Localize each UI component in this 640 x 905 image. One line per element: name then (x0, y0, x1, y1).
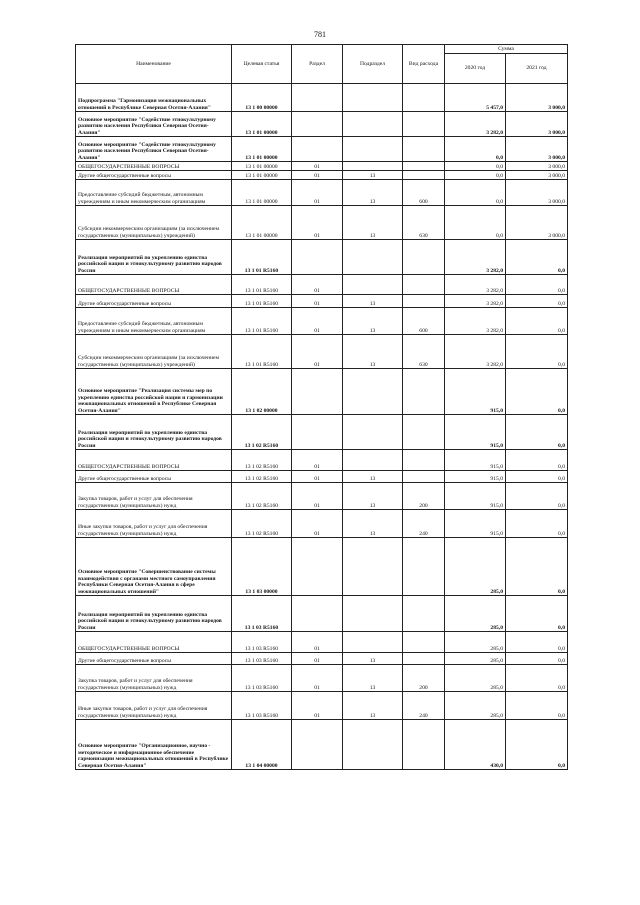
cell-sum-2021: 3 000,0 (506, 162, 568, 171)
cell-name: Другие общегосударственные вопросы (76, 471, 232, 483)
cell-subsection (343, 275, 403, 295)
cell-section (292, 84, 343, 112)
cell-target-code: 13 1 03 00000 (232, 538, 292, 596)
cell-target-code: 13 1 02 R5160 (232, 450, 292, 471)
cell-name: Предоставление субсидий бюджетным, автономным учреждениям и иным некоммерческим организациям (76, 308, 232, 335)
cell-section: 01 (292, 295, 343, 308)
cell-section: 01 (292, 275, 343, 295)
header-section: Раздел (292, 45, 343, 84)
cell-expense-type (403, 471, 445, 483)
cell-sum-2021: 0,0 (506, 415, 568, 450)
cell-subsection: 13 (343, 335, 403, 369)
cell-section: 01 (292, 510, 343, 538)
cell-sum-2020: 0,0 (445, 180, 506, 206)
cell-section: 01 (292, 171, 343, 180)
cell-sum-2020: 430,0 (445, 720, 506, 770)
cell-sum-2020: 3 282,0 (445, 295, 506, 308)
cell-name: Закупка товаров, работ и услуг для обеспечения государственных (муниципальных) нужд (76, 665, 232, 692)
cell-sum-2021: 0,0 (506, 596, 568, 632)
cell-sum-2021: 3 000,0 (506, 84, 568, 112)
cell-sum-2020: 915,0 (445, 369, 506, 415)
cell-name: Другие общегосударственные вопросы (76, 653, 232, 665)
cell-section: 01 (292, 483, 343, 510)
cell-section: 01 (292, 335, 343, 369)
cell-subsection (343, 720, 403, 770)
cell-expense-type (403, 240, 445, 275)
cell-section: 01 (292, 180, 343, 206)
cell-target-code: 13 1 01 R5160 (232, 308, 292, 335)
table-row (76, 471, 568, 483)
cell-name: Основное мероприятие "Совершенствование системы взаимодействия с органами местного самоуправления Республики Северная Осетия-Алания в сфере межнациональных отношений" (76, 538, 232, 596)
cell-sum-2021: 0,0 (506, 510, 568, 538)
cell-sum-2021: 3 000,0 (506, 112, 568, 137)
cell-expense-type (403, 162, 445, 171)
table-row (76, 275, 568, 295)
cell-name: Реализация мероприятий по укреплению единства российской нации и этнокультурному развитию народов России (76, 596, 232, 632)
cell-section: 01 (292, 471, 343, 483)
cell-name: Подпрограмма "Гармонизация межнациональных отношений в Республике Северная Осетия-Алания" (76, 84, 232, 112)
cell-target-code: 13 1 01 R5160 (232, 335, 292, 369)
cell-sum-2021: 0,0 (506, 369, 568, 415)
cell-name: ОБЩЕГОСУДАРСТВЕННЫЕ ВОПРОСЫ (76, 450, 232, 471)
table-row (76, 596, 568, 632)
cell-target-code: 13 1 01 00000 (232, 171, 292, 180)
cell-target-code: 13 1 01 00000 (232, 162, 292, 171)
cell-expense-type (403, 275, 445, 295)
cell-section (292, 596, 343, 632)
cell-sum-2021: 3 000,0 (506, 206, 568, 240)
cell-subsection (343, 162, 403, 171)
cell-name: Иные закупки товаров, работ и услуг для обеспечения государственных (муниципальных) нужд (76, 510, 232, 538)
budget-table (75, 44, 568, 770)
cell-name: Реализация мероприятий по укреплению единства российской нации и этнокультурному развитию народов России (76, 240, 232, 275)
cell-name: Другие общегосударственные вопросы (76, 295, 232, 308)
cell-sum-2020: 3 282,0 (445, 308, 506, 335)
cell-expense-type: 240 (403, 692, 445, 720)
cell-target-code: 13 1 01 R5160 (232, 275, 292, 295)
cell-target-code: 13 1 04 00000 (232, 720, 292, 770)
cell-name: ОБЩЕГОСУДАРСТВЕННЫЕ ВОПРОСЫ (76, 632, 232, 653)
cell-section (292, 369, 343, 415)
cell-target-code: 13 1 01 00000 (232, 206, 292, 240)
header-year-2020: 2020 год (445, 54, 506, 84)
cell-name: Основное мероприятие "Организационное, научно - методическое и информационное обеспечение гармонизации межнациональных отношений в Республике Северная Осетия-Алания" (76, 720, 232, 770)
table-row (76, 206, 568, 240)
cell-subsection (343, 369, 403, 415)
cell-section: 01 (292, 692, 343, 720)
cell-sum-2020: 915,0 (445, 471, 506, 483)
cell-section (292, 112, 343, 137)
cell-section (292, 538, 343, 596)
cell-name: Иные закупки товаров, работ и услуг для обеспечения государственных (муниципальных) нужд (76, 692, 232, 720)
cell-expense-type: 200 (403, 665, 445, 692)
table-row (76, 632, 568, 653)
cell-sum-2020: 5 457,0 (445, 84, 506, 112)
cell-sum-2021: 3 000,0 (506, 171, 568, 180)
cell-expense-type (403, 84, 445, 112)
header-expense-type: Вид расхода (403, 45, 445, 84)
cell-sum-2021: 0,0 (506, 692, 568, 720)
cell-sum-2021: 0,0 (506, 240, 568, 275)
cell-subsection (343, 632, 403, 653)
cell-sum-2021: 3 000,0 (506, 137, 568, 162)
header-subsection: Подраздел (343, 45, 403, 84)
cell-name: Реализация мероприятий по укреплению единства российской нации и этнокультурному развитию народов России (76, 415, 232, 450)
cell-subsection: 13 (343, 653, 403, 665)
cell-expense-type (403, 720, 445, 770)
cell-subsection (343, 240, 403, 275)
cell-name: ОБЩЕГОСУДАРСТВЕННЫЕ ВОПРОСЫ (76, 275, 232, 295)
table-row (76, 665, 568, 692)
cell-expense-type (403, 171, 445, 180)
table-row (76, 510, 568, 538)
table-row (76, 162, 568, 171)
cell-name: Основное мероприятие "Содействие этнокультурному развитию населения Республики Северная Осетия-Алания" (76, 137, 232, 162)
cell-section: 01 (292, 450, 343, 471)
cell-target-code: 13 1 01 R5160 (232, 295, 292, 308)
cell-subsection: 13 (343, 180, 403, 206)
cell-expense-type (403, 112, 445, 137)
cell-subsection (343, 137, 403, 162)
cell-target-code: 13 1 03 R5160 (232, 692, 292, 720)
cell-section: 01 (292, 653, 343, 665)
cell-sum-2021: 0,0 (506, 295, 568, 308)
cell-subsection: 13 (343, 308, 403, 335)
cell-sum-2021: 0,0 (506, 653, 568, 665)
table-row (76, 415, 568, 450)
table-row (76, 84, 568, 112)
page-number: 781 (314, 30, 326, 39)
cell-sum-2020: 285,0 (445, 632, 506, 653)
cell-name: Субсидии некоммерческим организациям (за исключением государственных (муниципальных) учреждений) (76, 335, 232, 369)
table-body (76, 84, 568, 770)
cell-target-code: 13 1 02 00000 (232, 369, 292, 415)
cell-section: 01 (292, 632, 343, 653)
table-row (76, 295, 568, 308)
cell-subsection (343, 538, 403, 596)
cell-subsection: 13 (343, 171, 403, 180)
cell-expense-type: 630 (403, 206, 445, 240)
cell-sum-2021: 0,0 (506, 632, 568, 653)
cell-sum-2021: 0,0 (506, 308, 568, 335)
cell-name: Закупка товаров, работ и услуг для обеспечения государственных (муниципальных) нужд (76, 483, 232, 510)
cell-sum-2021: 0,0 (506, 483, 568, 510)
cell-subsection (343, 450, 403, 471)
header-name: Наименование (76, 45, 232, 84)
cell-sum-2021: 3 000,0 (506, 180, 568, 206)
cell-subsection: 13 (343, 510, 403, 538)
cell-sum-2020: 3 282,0 (445, 112, 506, 137)
cell-target-code: 13 1 01 00000 (232, 112, 292, 137)
cell-target-code: 13 1 02 R5160 (232, 471, 292, 483)
cell-expense-type (403, 632, 445, 653)
cell-sum-2021: 0,0 (506, 538, 568, 596)
cell-expense-type: 600 (403, 308, 445, 335)
cell-expense-type (403, 538, 445, 596)
cell-subsection (343, 112, 403, 137)
cell-sum-2020: 3 282,0 (445, 335, 506, 369)
cell-expense-type: 600 (403, 180, 445, 206)
cell-sum-2020: 3 282,0 (445, 240, 506, 275)
table-row (76, 240, 568, 275)
cell-section (292, 240, 343, 275)
cell-target-code: 13 1 00 00000 (232, 84, 292, 112)
cell-subsection: 13 (343, 665, 403, 692)
cell-sum-2020: 0,0 (445, 162, 506, 171)
table-row (76, 308, 568, 335)
cell-expense-type: 200 (403, 483, 445, 510)
header-sum: Сумма (445, 45, 568, 54)
cell-target-code: 13 1 02 R5160 (232, 510, 292, 538)
cell-subsection (343, 84, 403, 112)
cell-sum-2021: 0,0 (506, 335, 568, 369)
cell-subsection: 13 (343, 206, 403, 240)
cell-target-code: 13 1 03 R5160 (232, 665, 292, 692)
cell-target-code: 13 1 03 R5160 (232, 596, 292, 632)
cell-expense-type (403, 295, 445, 308)
cell-subsection: 13 (343, 692, 403, 720)
table-row (76, 692, 568, 720)
cell-sum-2020: 285,0 (445, 653, 506, 665)
cell-target-code: 13 1 02 R5160 (232, 483, 292, 510)
cell-sum-2021: 0,0 (506, 720, 568, 770)
table-row (76, 483, 568, 510)
cell-sum-2020: 3 282,0 (445, 275, 506, 295)
table-row (76, 369, 568, 415)
cell-subsection (343, 596, 403, 632)
cell-expense-type (403, 415, 445, 450)
cell-sum-2021: 0,0 (506, 275, 568, 295)
cell-sum-2020: 0,0 (445, 171, 506, 180)
cell-section: 01 (292, 206, 343, 240)
table-row (76, 720, 568, 770)
cell-sum-2020: 285,0 (445, 538, 506, 596)
cell-section: 01 (292, 308, 343, 335)
cell-name: ОБЩЕГОСУДАРСТВЕННЫЕ ВОПРОСЫ (76, 162, 232, 171)
cell-expense-type: 240 (403, 510, 445, 538)
table-row (76, 538, 568, 596)
cell-target-code: 13 1 03 R5160 (232, 653, 292, 665)
cell-section (292, 137, 343, 162)
cell-expense-type: 630 (403, 335, 445, 369)
cell-section (292, 720, 343, 770)
cell-expense-type (403, 137, 445, 162)
cell-sum-2020: 915,0 (445, 415, 506, 450)
cell-sum-2021: 0,0 (506, 665, 568, 692)
cell-name: Основное мероприятие "Реализация системы мер по укреплению единства российской нации и гармонизации межнациональных отношений в Республике Северная Осетия-Алания" (76, 369, 232, 415)
cell-sum-2021: 0,0 (506, 471, 568, 483)
cell-target-code: 13 1 02 R5160 (232, 415, 292, 450)
cell-section: 01 (292, 665, 343, 692)
cell-subsection (343, 415, 403, 450)
cell-expense-type (403, 653, 445, 665)
table-row (76, 137, 568, 162)
cell-target-code: 13 1 01 00000 (232, 180, 292, 206)
cell-name: Субсидии некоммерческим организациям (за исключением государственных (муниципальных) учреждений) (76, 206, 232, 240)
cell-target-code: 13 1 03 R5160 (232, 632, 292, 653)
cell-sum-2020: 915,0 (445, 510, 506, 538)
cell-sum-2020: 915,0 (445, 450, 506, 471)
table-row (76, 450, 568, 471)
cell-sum-2020: 0,0 (445, 137, 506, 162)
cell-sum-2020: 0,0 (445, 206, 506, 240)
cell-subsection: 13 (343, 471, 403, 483)
cell-name: Основное мероприятие "Содействие этнокультурному развитию населения Республики Северная Осетия-Алания" (76, 112, 232, 137)
cell-sum-2020: 285,0 (445, 596, 506, 632)
header-year-2021: 2021 год (506, 54, 568, 84)
cell-sum-2020: 285,0 (445, 692, 506, 720)
cell-sum-2020: 915,0 (445, 483, 506, 510)
cell-expense-type (403, 450, 445, 471)
table-row (76, 653, 568, 665)
cell-subsection: 13 (343, 483, 403, 510)
cell-name: Другие общегосударственные вопросы (76, 171, 232, 180)
table-header (76, 45, 568, 84)
cell-section (292, 415, 343, 450)
header-code: Целевая статья (232, 45, 292, 84)
cell-expense-type (403, 596, 445, 632)
cell-sum-2021: 0,0 (506, 450, 568, 471)
cell-name: Предоставление субсидий бюджетным, автономным учреждениям и иным некоммерческим организациям (76, 180, 232, 206)
cell-section: 01 (292, 162, 343, 171)
cell-subsection: 13 (343, 295, 403, 308)
cell-sum-2020: 285,0 (445, 665, 506, 692)
table-row (76, 335, 568, 369)
cell-target-code: 13 1 01 R5160 (232, 240, 292, 275)
cell-target-code: 13 1 01 00000 (232, 137, 292, 162)
table-row (76, 180, 568, 206)
table-row (76, 171, 568, 180)
table-row (76, 112, 568, 137)
cell-expense-type (403, 369, 445, 415)
